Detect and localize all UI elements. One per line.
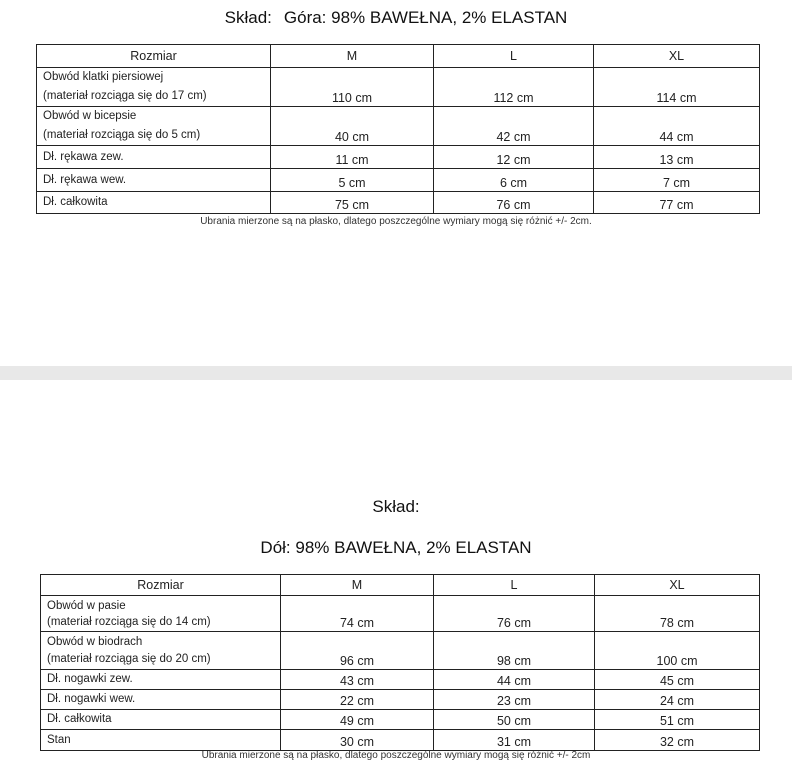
value-xl: 13 cm [594,146,760,169]
top-composition-title [0,8,792,28]
bottom-size-table [40,574,760,751]
row-label [37,68,271,107]
value-xl: 77 cm [594,192,760,214]
table-row [37,146,760,169]
row-label-line2: (materiał rozciąga się do 20 cm) [47,652,211,665]
table-row [41,670,760,690]
value-l: 44 cm [434,670,595,690]
value-l: 23 cm [434,690,595,710]
table-row [37,169,760,192]
value-m: 30 cm [281,730,434,751]
table-header-row [37,45,760,68]
value-m: 11 cm [271,146,434,169]
header-l: L [434,45,594,68]
header-xl: XL [595,575,760,596]
row-label-line1: Obwód w pasie [47,599,126,612]
row-label: Stan [41,730,281,751]
row-label: Dł. całkowita [41,710,281,730]
header-l: L [434,575,595,596]
value-l: 6 cm [434,169,594,192]
table-row [41,632,760,670]
top-measurement-note: Ubrania mierzone są na płasko, dlatego poszczególne wymiary mogą się różnić +/- 2cm. [200,216,592,227]
row-label-line1: Obwód w bicepsie [43,110,137,122]
value-m: 5 cm [271,169,434,192]
value-m: 40 cm [271,107,434,146]
row-label-line2: (materiał rozciąga się do 17 cm) [43,90,207,102]
value-m: 96 cm [281,632,434,670]
value-xl: 7 cm [594,169,760,192]
value-l: 76 cm [434,192,594,214]
row-label-line2: (materiał rozciąga się do 5 cm) [43,129,201,141]
value-m: 110 cm [271,68,434,107]
row-label-line2: (materiał rozciąga się do 14 cm) [47,615,211,628]
value-m: 75 cm [271,192,434,214]
row-label [41,596,281,632]
top-composition-main: Góra: 98% BAWEŁNA, 2% ELASTAN [283,8,568,27]
row-label [37,107,271,146]
row-label [41,632,281,670]
value-l: 76 cm [434,596,595,632]
value-m: 49 cm [281,710,434,730]
row-label: Dł. rękawa zew. [37,146,271,169]
value-l: 12 cm [434,146,594,169]
value-xl: 78 cm [595,596,760,632]
row-label: Dł. nogawki zew. [41,670,281,690]
bottom-composition-main: Dół: 98% BAWEŁNA, 2% ELASTAN [260,538,532,557]
value-m: 22 cm [281,690,434,710]
header-m: M [281,575,434,596]
value-xl: 100 cm [595,632,760,670]
table-row [37,68,760,107]
table-row [41,730,760,751]
table-row [41,690,760,710]
row-label: Dł. nogawki wew. [41,690,281,710]
value-xl: 45 cm [595,670,760,690]
value-l: 98 cm [434,632,595,670]
top-composition-prefix: Skład: [224,8,272,27]
row-label-line1: Obwód w biodrach [47,635,143,648]
value-xl: 32 cm [595,730,760,751]
value-l: 50 cm [434,710,595,730]
value-l: 31 cm [434,730,595,751]
table-header-row [41,575,760,596]
table-row [41,710,760,730]
table-row [37,107,760,146]
header-size: Rozmiar [41,575,281,596]
bottom-measurement-note: Ubrania mierzone są na płasko, dlatego poszczególne wymiary mogą się różnić +/- 2cm [201,750,591,761]
header-m: M [271,45,434,68]
value-xl: 51 cm [595,710,760,730]
header-size: Rozmiar [37,45,271,68]
row-label-line1: Obwód klatki piersiowej [43,71,164,83]
value-m: 74 cm [281,596,434,632]
table-row [41,596,760,632]
value-xl: 24 cm [595,690,760,710]
bottom-composition-prefix: Skład: [372,497,420,516]
value-l: 112 cm [434,68,594,107]
top-size-table [36,44,760,214]
value-xl: 44 cm [594,107,760,146]
table-row [37,192,760,214]
row-label: Dł. całkowita [37,192,271,214]
value-xl: 114 cm [594,68,760,107]
value-l: 42 cm [434,107,594,146]
header-xl: XL [594,45,760,68]
section-divider [0,366,792,380]
value-m: 43 cm [281,670,434,690]
row-label: Dł. rękawa wew. [37,169,271,192]
